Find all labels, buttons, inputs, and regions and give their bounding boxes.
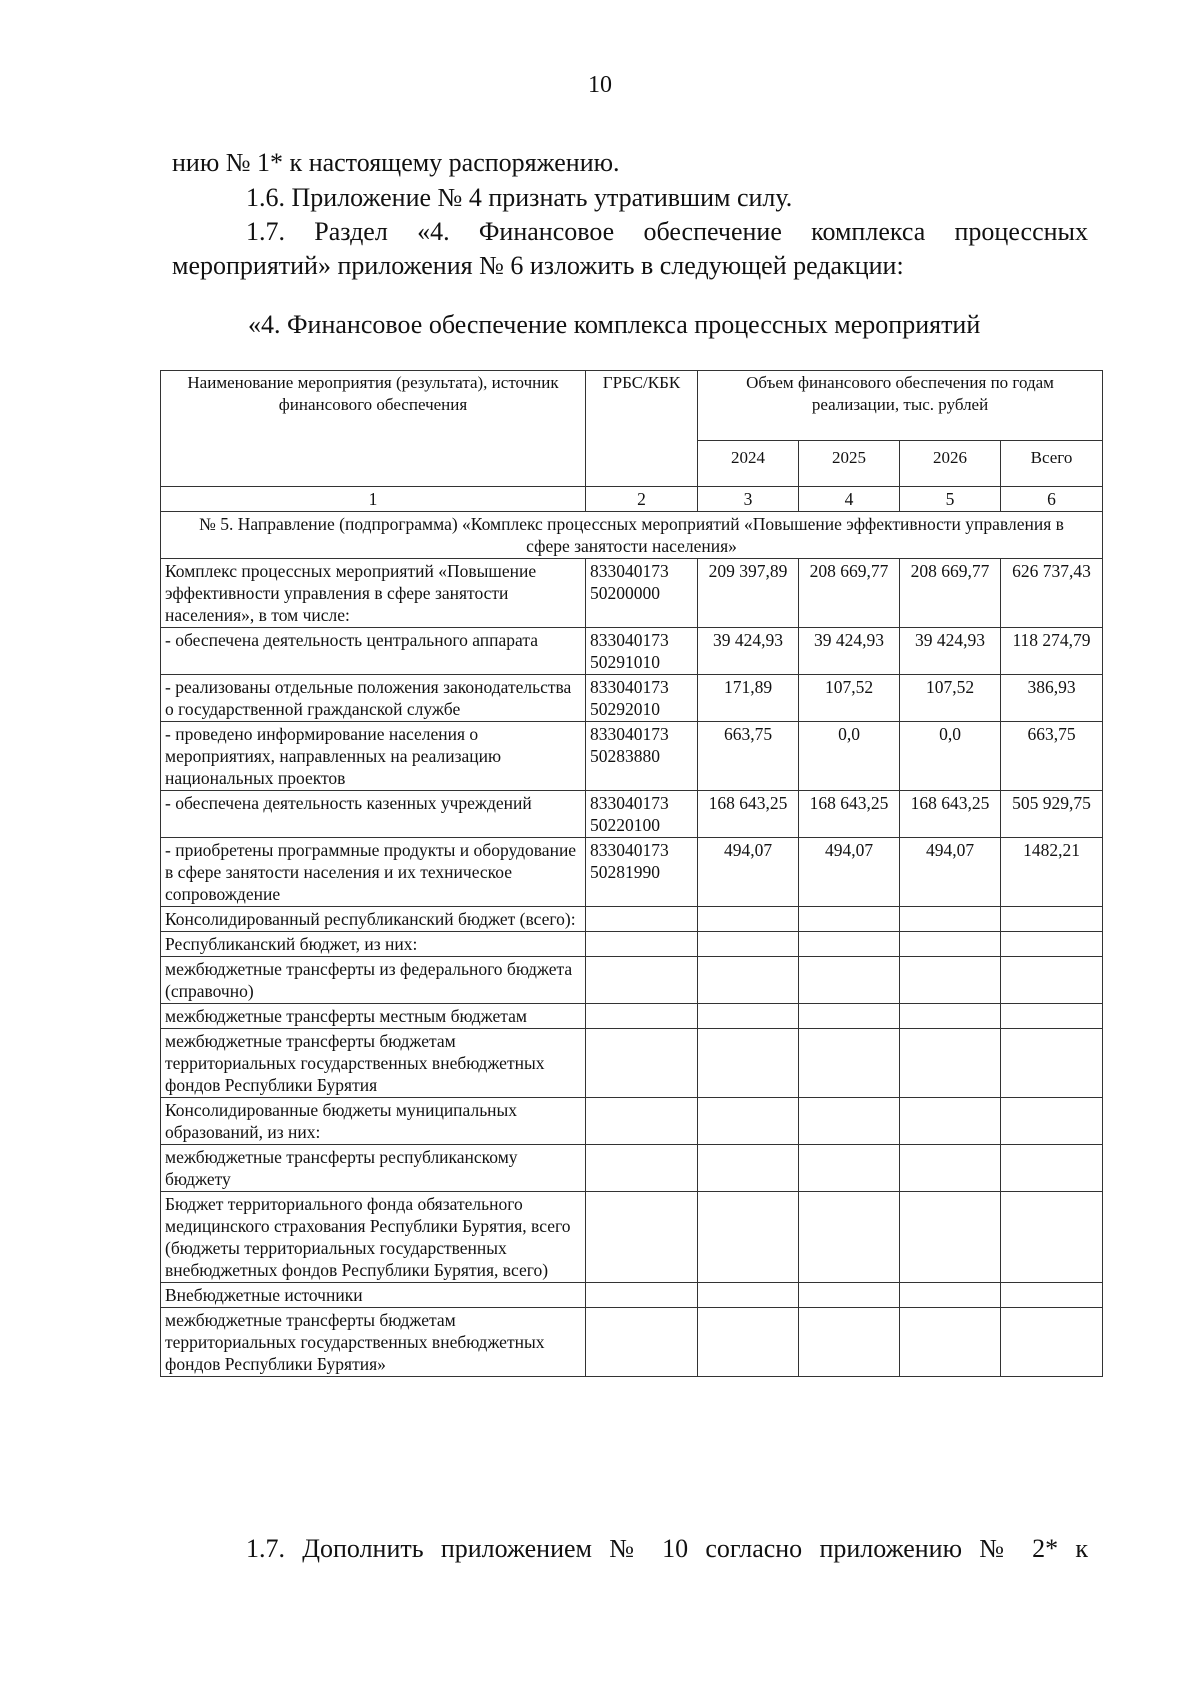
row-value-2024 bbox=[698, 932, 799, 957]
table-row bbox=[161, 1004, 1103, 1029]
row-value-total: 386,93 bbox=[1001, 675, 1103, 722]
row-value-2025 bbox=[799, 1283, 900, 1308]
row-value-2026 bbox=[900, 932, 1001, 957]
row-value-total bbox=[1001, 1098, 1103, 1145]
row-name: межбюджетные трансферты бюджетам территориальных государственных внебюджетных фондов Республики Бурятия» bbox=[161, 1308, 586, 1377]
row-value-total bbox=[1001, 907, 1103, 932]
row-name: Комплекс процессных мероприятий «Повышение эффективности управления в сфере занятости населения», в том числе: bbox=[161, 559, 586, 628]
row-value-2025 bbox=[799, 1145, 900, 1192]
row-value-2024 bbox=[698, 1192, 799, 1283]
row-value-2026 bbox=[900, 1145, 1001, 1192]
row-code bbox=[586, 1308, 698, 1377]
col-number: 4 bbox=[799, 487, 900, 512]
row-value-total bbox=[1001, 932, 1103, 957]
row-code bbox=[586, 1145, 698, 1192]
row-value-2024 bbox=[698, 907, 799, 932]
paragraph-continuation: нию № 1* к настоящему распоряжению. bbox=[172, 148, 620, 177]
row-value-2025 bbox=[799, 1192, 900, 1283]
row-value-2024 bbox=[698, 1145, 799, 1192]
row-value-2024: 171,89 bbox=[698, 675, 799, 722]
row-value-2025: 107,52 bbox=[799, 675, 900, 722]
table-row bbox=[161, 957, 1103, 1004]
header-name: Наименование мероприятия (результата), источник финансового обеспечения bbox=[161, 371, 586, 487]
row-value-2025 bbox=[799, 957, 900, 1004]
row-name: Консолидированный республиканский бюджет (всего): bbox=[161, 907, 586, 932]
row-value-total: 663,75 bbox=[1001, 722, 1103, 791]
row-code bbox=[586, 1004, 698, 1029]
row-value-2025 bbox=[799, 1308, 900, 1377]
row-code: 833040173 50220100 bbox=[586, 791, 698, 838]
row-value-total bbox=[1001, 1145, 1103, 1192]
row-value-total bbox=[1001, 1029, 1103, 1098]
row-value-2026: 208 669,77 bbox=[900, 559, 1001, 628]
row-value-2025 bbox=[799, 1004, 900, 1029]
row-value-2026: 0,0 bbox=[900, 722, 1001, 791]
row-value-2024: 39 424,93 bbox=[698, 628, 799, 675]
row-name: - приобретены программные продукты и оборудование в сфере занятости населения и их техническое сопровождение bbox=[161, 838, 586, 907]
row-code: 833040173 50283880 bbox=[586, 722, 698, 791]
row-value-total bbox=[1001, 1283, 1103, 1308]
header-code: ГРБС/КБК bbox=[586, 371, 698, 487]
row-name: - обеспечена деятельность казенных учреждений bbox=[161, 791, 586, 838]
row-name: Внебюджетные источники bbox=[161, 1283, 586, 1308]
col-number: 3 bbox=[698, 487, 799, 512]
row-value-2026: 494,07 bbox=[900, 838, 1001, 907]
row-value-total bbox=[1001, 1192, 1103, 1283]
section-title: № 5. Направление (подпрограмма) «Комплекс процессных мероприятий «Повышение эффективности управления в сфере занятости населения» bbox=[161, 512, 1103, 559]
row-name: Консолидированные бюджеты муниципальных образований, из них: bbox=[161, 1098, 586, 1145]
table-row bbox=[161, 791, 1103, 838]
row-name: - обеспечена деятельность центрального аппарата bbox=[161, 628, 586, 675]
row-value-2026: 39 424,93 bbox=[900, 628, 1001, 675]
row-value-2024: 494,07 bbox=[698, 838, 799, 907]
row-value-2025 bbox=[799, 1098, 900, 1145]
header-volume: Объем финансового обеспечения по годам реализации, тыс. рублей bbox=[698, 371, 1103, 441]
header-year-2024: 2024 bbox=[698, 441, 799, 487]
financing-table bbox=[160, 370, 1103, 1377]
row-code: 833040173 50281990 bbox=[586, 838, 698, 907]
row-value-2025 bbox=[799, 1029, 900, 1098]
row-value-2024 bbox=[698, 957, 799, 1004]
col-number: 6 bbox=[1001, 487, 1103, 512]
table-row bbox=[161, 628, 1103, 675]
table-row bbox=[161, 1145, 1103, 1192]
row-code bbox=[586, 1029, 698, 1098]
row-code bbox=[586, 1283, 698, 1308]
row-value-total: 118 274,79 bbox=[1001, 628, 1103, 675]
row-name: межбюджетные трансферты из федерального бюджета (справочно) bbox=[161, 957, 586, 1004]
row-value-2025 bbox=[799, 907, 900, 932]
row-value-2024 bbox=[698, 1283, 799, 1308]
section-heading: «4. Финансовое обеспечение комплекса процессных мероприятий bbox=[248, 310, 981, 339]
table-row bbox=[161, 675, 1103, 722]
row-name: межбюджетные трансферты местным бюджетам bbox=[161, 1004, 586, 1029]
row-value-2026 bbox=[900, 957, 1001, 1004]
table-row bbox=[161, 1098, 1103, 1145]
column-number-row bbox=[161, 487, 1103, 512]
row-value-total bbox=[1001, 1308, 1103, 1377]
table-row bbox=[161, 559, 1103, 628]
row-name: межбюджетные трансферты бюджетам территориальных государственных внебюджетных фондов Республики Бурятия bbox=[161, 1029, 586, 1098]
table-row bbox=[161, 838, 1103, 907]
table-row bbox=[161, 1283, 1103, 1308]
row-value-2024 bbox=[698, 1098, 799, 1145]
row-value-2025: 168 643,25 bbox=[799, 791, 900, 838]
paragraph-1-7: 1.7. Раздел «4. Финансовое обеспечение комплекса процессных мероприятий» приложения № 6 изложить в следующей редакции: bbox=[172, 217, 1088, 280]
table-row bbox=[161, 1029, 1103, 1098]
row-code bbox=[586, 1098, 698, 1145]
header-total: Всего bbox=[1001, 441, 1103, 487]
row-value-total: 1482,21 bbox=[1001, 838, 1103, 907]
row-code: 833040173 50200000 bbox=[586, 559, 698, 628]
row-code bbox=[586, 1192, 698, 1283]
row-value-total bbox=[1001, 957, 1103, 1004]
col-number: 1 bbox=[161, 487, 586, 512]
col-number: 2 bbox=[586, 487, 698, 512]
row-name: - проведено информирование населения о мероприятиях, направленных на реализацию национальных проектов bbox=[161, 722, 586, 791]
row-value-2024: 209 397,89 bbox=[698, 559, 799, 628]
row-code bbox=[586, 932, 698, 957]
row-value-2026: 107,52 bbox=[900, 675, 1001, 722]
row-value-2026 bbox=[900, 1192, 1001, 1283]
row-value-2026 bbox=[900, 907, 1001, 932]
row-value-2026 bbox=[900, 1029, 1001, 1098]
row-value-2024: 168 643,25 bbox=[698, 791, 799, 838]
row-value-2026 bbox=[900, 1004, 1001, 1029]
row-value-total: 505 929,75 bbox=[1001, 791, 1103, 838]
row-name: Республиканский бюджет, из них: bbox=[161, 932, 586, 957]
header-year-2025: 2025 bbox=[799, 441, 900, 487]
row-value-2025: 39 424,93 bbox=[799, 628, 900, 675]
row-name: межбюджетные трансферты республиканскому бюджету bbox=[161, 1145, 586, 1192]
row-name: Бюджет территориального фонда обязательного медицинского страхования Республики Бурятия, всего (бюджеты территориальных государственных внебюджетных фондов Республики Бурятия, всего) bbox=[161, 1192, 586, 1283]
row-code bbox=[586, 957, 698, 1004]
row-code: 833040173 50292010 bbox=[586, 675, 698, 722]
row-value-total: 626 737,43 bbox=[1001, 559, 1103, 628]
table-row bbox=[161, 722, 1103, 791]
row-value-2024 bbox=[698, 1308, 799, 1377]
table-row bbox=[161, 1192, 1103, 1283]
row-value-2024 bbox=[698, 1004, 799, 1029]
section-title-row bbox=[161, 512, 1103, 559]
row-value-2024: 663,75 bbox=[698, 722, 799, 791]
paragraph-1-6: 1.6. Приложение № 4 признать утратившим силу. bbox=[246, 183, 793, 212]
page-number: 10 bbox=[588, 72, 612, 98]
row-value-2026 bbox=[900, 1308, 1001, 1377]
row-value-2026 bbox=[900, 1098, 1001, 1145]
row-value-2024 bbox=[698, 1029, 799, 1098]
row-value-2025: 208 669,77 bbox=[799, 559, 900, 628]
row-value-2025: 494,07 bbox=[799, 838, 900, 907]
table-row bbox=[161, 907, 1103, 932]
row-code bbox=[586, 907, 698, 932]
row-value-2026: 168 643,25 bbox=[900, 791, 1001, 838]
table-row bbox=[161, 932, 1103, 957]
row-value-2025: 0,0 bbox=[799, 722, 900, 791]
row-code: 833040173 50291010 bbox=[586, 628, 698, 675]
row-name: - реализованы отдельные положения законодательства о государственной гражданской службе bbox=[161, 675, 586, 722]
col-number: 5 bbox=[900, 487, 1001, 512]
header-year-2026: 2026 bbox=[900, 441, 1001, 487]
closing-paragraph: 1.7. Дополнить приложением № 10 согласно приложению № 2* к bbox=[246, 1534, 1088, 1563]
row-value-total bbox=[1001, 1004, 1103, 1029]
row-value-2025 bbox=[799, 932, 900, 957]
row-value-2026 bbox=[900, 1283, 1001, 1308]
table-row bbox=[161, 1308, 1103, 1377]
